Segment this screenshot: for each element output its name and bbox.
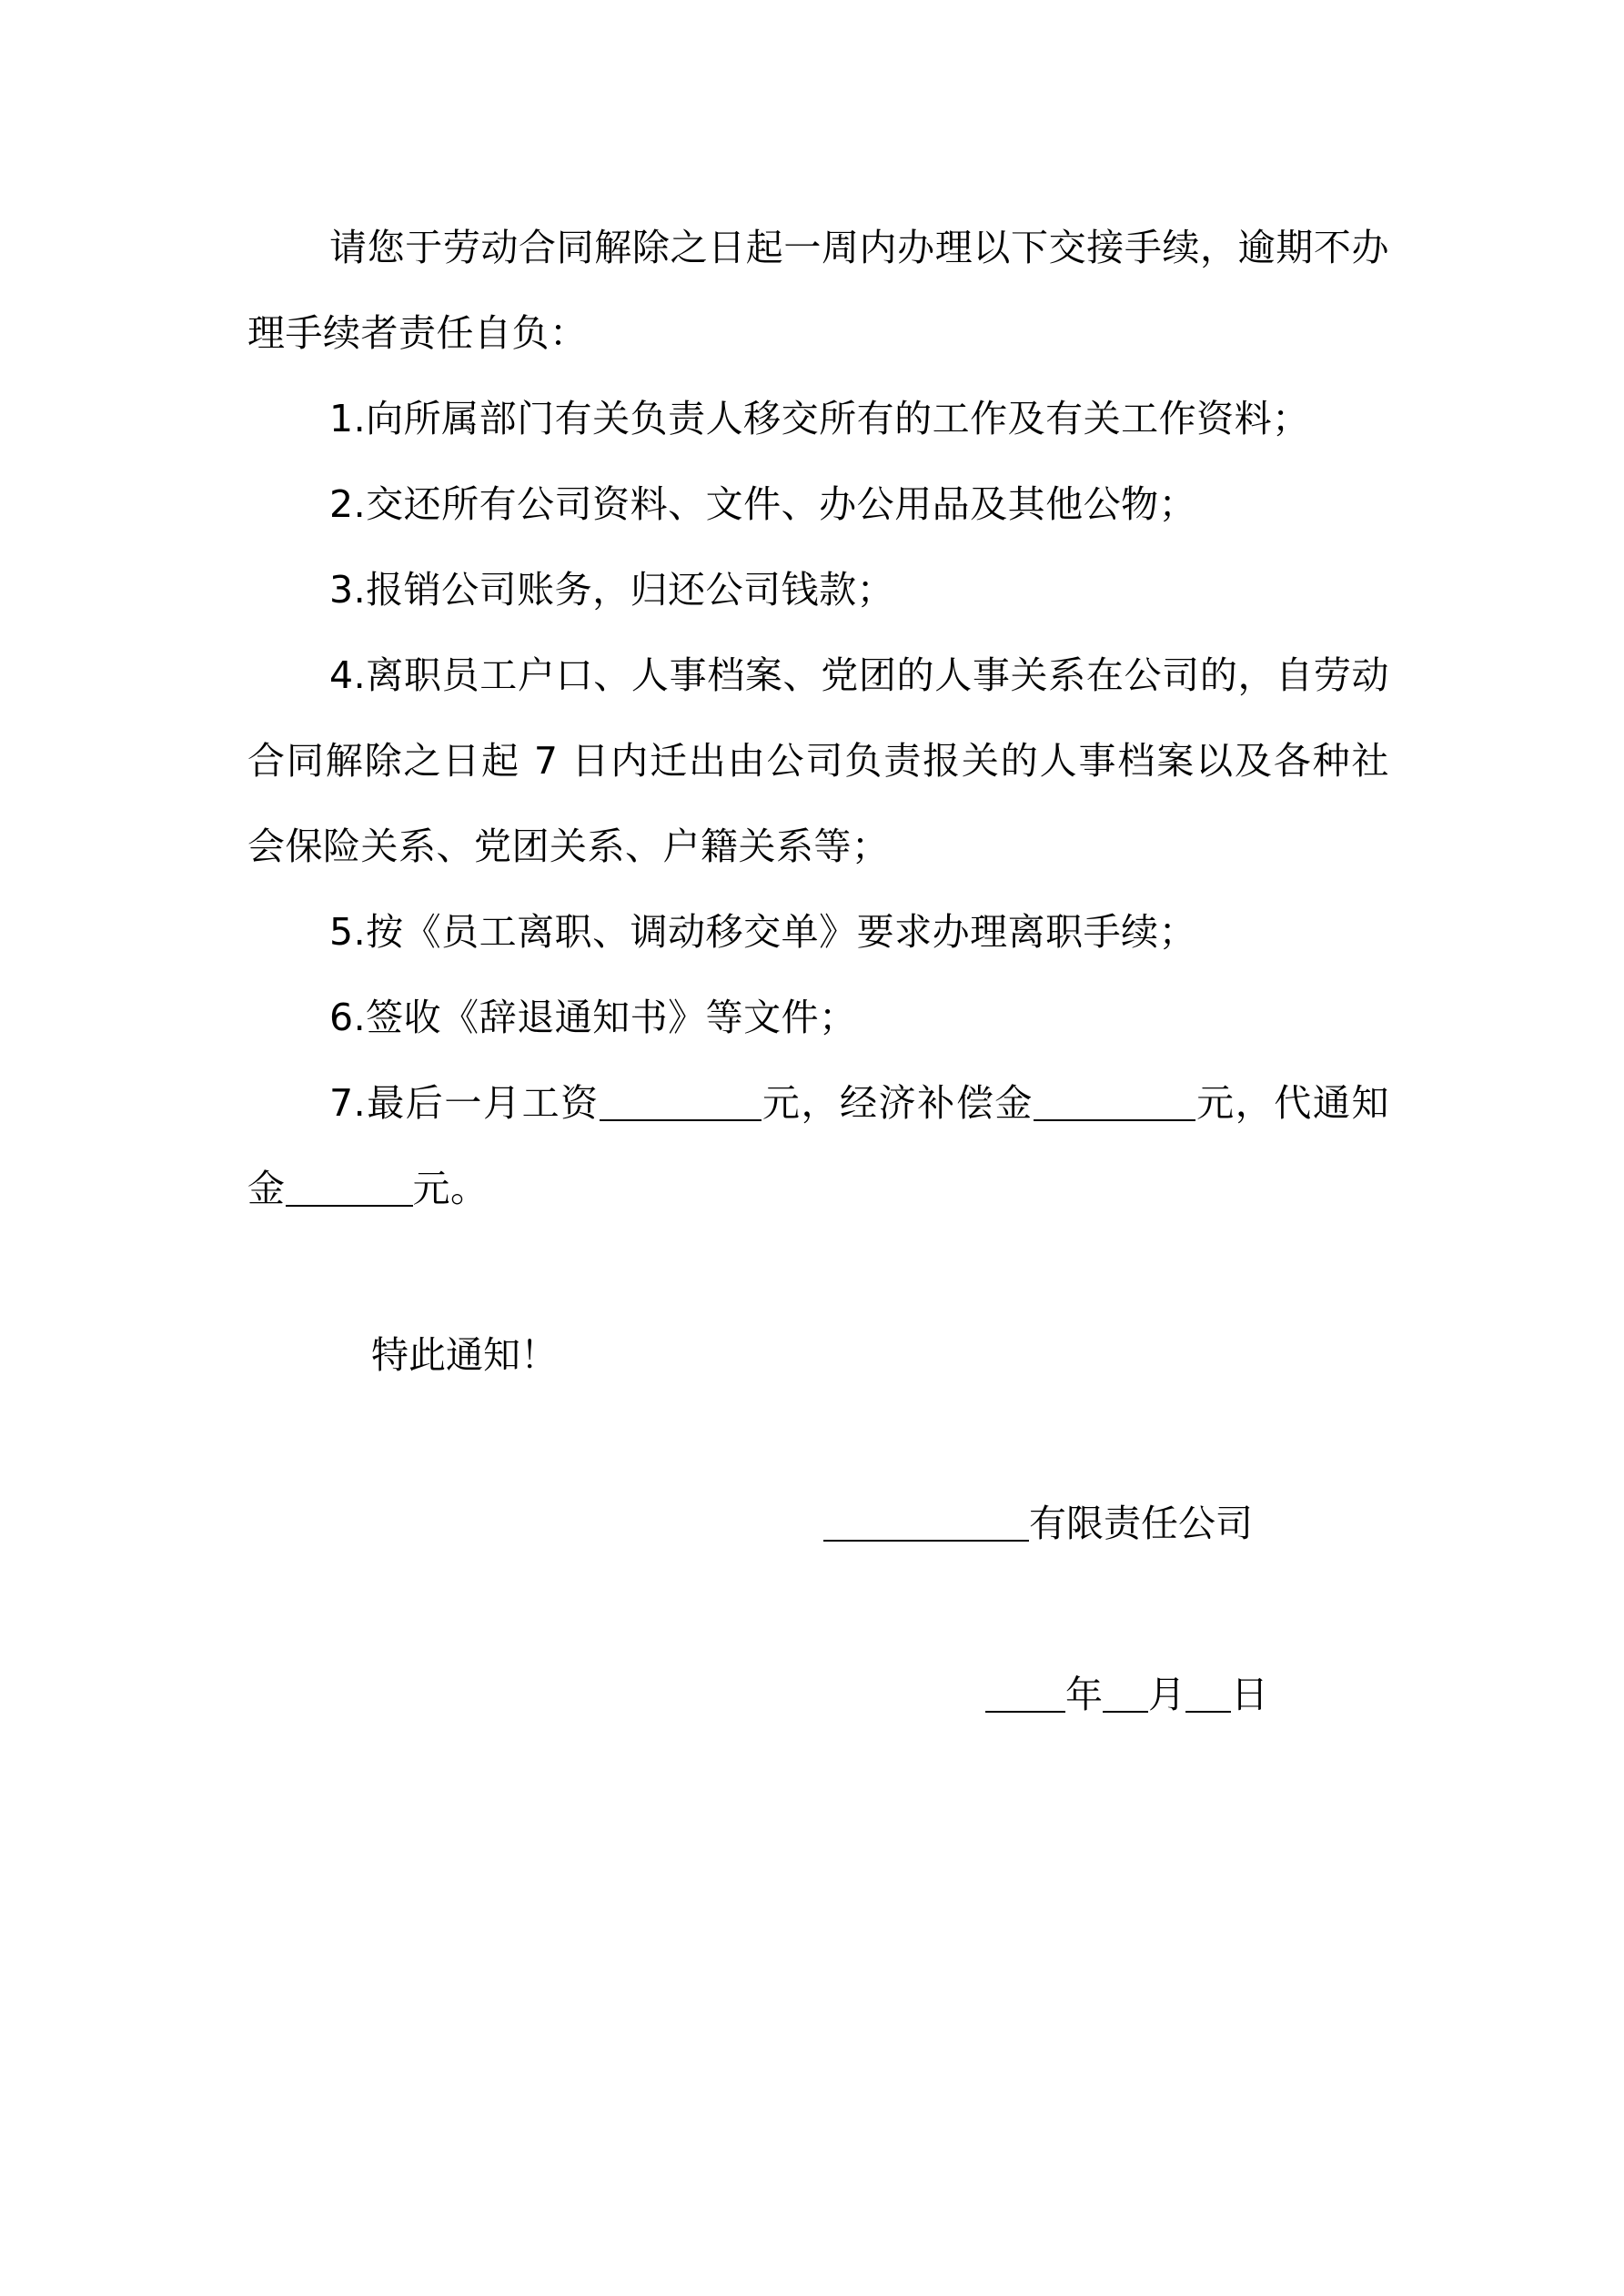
list-item: 3.报销公司账务，归还公司钱款；	[329, 568, 895, 612]
list-item-payment	[247, 1060, 1389, 1231]
day-blank	[1185, 1671, 1231, 1713]
list-item: 5.按《员工离职、调动移交单》要求办理离职手续；	[329, 910, 1197, 954]
day-label: 日	[1231, 1673, 1268, 1716]
company-name-blank	[823, 1500, 1029, 1542]
date-line	[985, 1652, 1268, 1737]
payment-label-salary: 7.最后一月工资	[329, 1081, 600, 1125]
salary-blank	[600, 1079, 762, 1121]
closing-text: 特此通知！	[371, 1333, 558, 1377]
notice-pay-blank	[286, 1165, 413, 1207]
compensation-blank	[1034, 1079, 1195, 1121]
list-item: 2.交还所有公司资料、文件、办公用品及其他公物；	[329, 482, 1197, 526]
notice-body	[247, 205, 1389, 1231]
list-item: 4.离职员工户口、人事档案、党团的人事关系在公司的，自劳动合同解除之日起 7 日内迁出由公司负责报关的人事档案以及各种社会保险关系、党团关系、户籍关系等；	[247, 653, 1389, 868]
payment-suffix: 元。	[412, 1167, 489, 1210]
list-item: 1.向所属部门有关负责人移交所有的工作及有关工作资料；	[329, 397, 1310, 440]
payment-label-compensation: 元，经济补偿金	[761, 1081, 1034, 1125]
list-item: 6.签收《辞退通知书》等文件；	[329, 996, 857, 1039]
intro-paragraph: 请您于劳动合同解除之日起一周内办理以下交接手续，逾期不办理手续者责任自负：	[247, 226, 1389, 355]
year-blank	[985, 1671, 1065, 1713]
company-suffix: 有限责任公司	[1029, 1502, 1253, 1545]
company-signature	[823, 1481, 1253, 1566]
month-label: 月	[1148, 1673, 1185, 1716]
payment-label-notice-pay: 元，代通知金	[247, 1081, 1389, 1210]
month-blank	[1103, 1671, 1148, 1713]
year-label: 年	[1065, 1673, 1103, 1716]
